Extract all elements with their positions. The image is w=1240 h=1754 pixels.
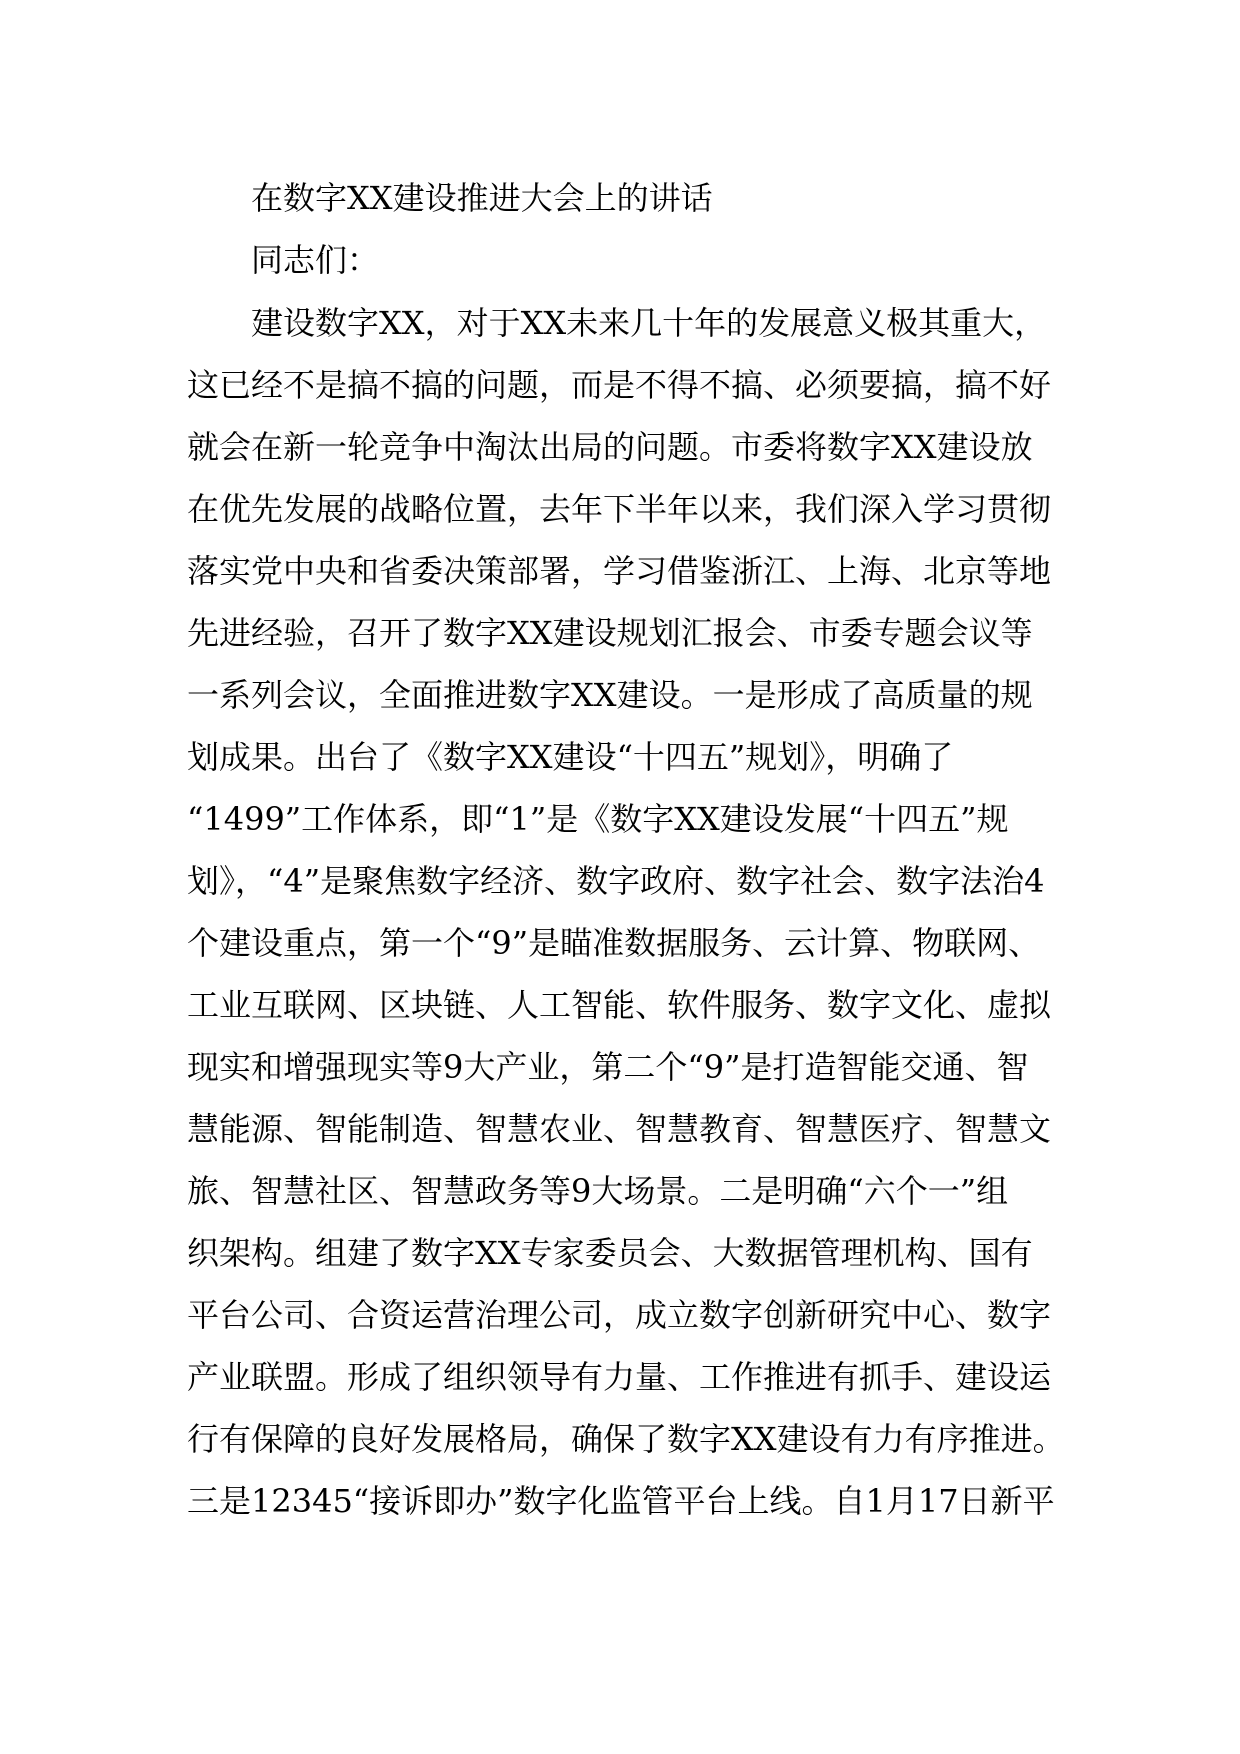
salutation: 同志们： (251, 241, 380, 279)
body-line: 在优先发展的战略位置，去年下半年以来，我们深入学习贯彻 (187, 490, 1052, 528)
body-line: 三是12345“接诉即办”数字化监管平台上线。自1月17日新平 (187, 1482, 1055, 1520)
body-line: 落实党中央和省委决策部署，学习借鉴浙江、上海、北京等地 (187, 552, 1052, 590)
body-line: 旅、智慧社区、智慧政务等9大场景。二是明确“六个一”组 (187, 1172, 1009, 1210)
body-line: 先进经验，召开了数字XX建设规划汇报会、市委专题会议等 (187, 614, 1033, 652)
body-line: 平台公司、合资运营治理公司，成立数字创新研究中心、数字 (187, 1296, 1052, 1334)
document-title: 在数字XX建设推进大会上的讲话 (251, 179, 713, 217)
body-line: 就会在新一轮竞争中淘汰出局的问题。市委将数字XX建设放 (187, 428, 1033, 466)
body-line: “1499”工作体系，即“1”是《数字XX建设发展“十四五”规 (187, 800, 1009, 838)
body-line: 产业联盟。形成了组织领导有力量、工作推进有抓手、建设运 (187, 1358, 1052, 1396)
body-line: 个建设重点，第一个“9”是瞄准数据服务、云计算、物联网、 (187, 924, 1041, 962)
body-line: 织架构。组建了数字XX专家委员会、大数据管理机构、国有 (187, 1234, 1033, 1272)
body-line: 建设数字XX，对于XX未来几十年的发展意义极其重大， (251, 304, 1047, 342)
body-line: 行有保障的良好发展格局，确保了数字XX建设有力有序推进。 (187, 1420, 1065, 1458)
body-line: 一系列会议，全面推进数字XX建设。一是形成了高质量的规 (187, 676, 1033, 714)
body-line: 划》，“4”是聚焦数字经济、数字政府、数字社会、数字法治4 (187, 862, 1045, 900)
body-line: 慧能源、智能制造、智慧农业、智慧教育、智慧医疗、智慧文 (187, 1110, 1052, 1148)
body-line: 现实和增强现实等9大产业，第二个“9”是打造智能交通、智 (187, 1048, 1029, 1086)
body-line: 这已经不是搞不搞的问题，而是不得不搞、必须要搞，搞不好 (187, 366, 1052, 404)
body-line: 划成果。出台了《数字XX建设“十四五”规划》，明确了 (187, 738, 954, 776)
body-line: 工业互联网、区块链、人工智能、软件服务、数字文化、虚拟 (187, 986, 1052, 1024)
